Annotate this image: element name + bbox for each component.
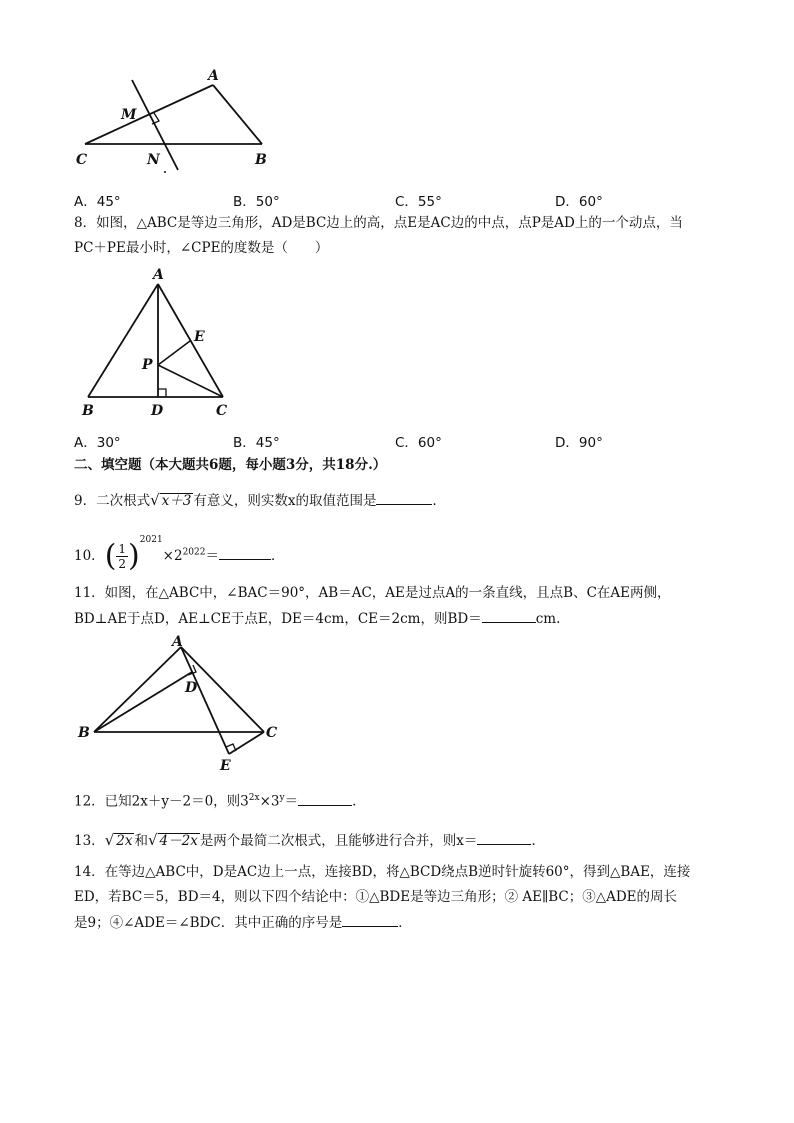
q10-end: ． <box>270 548 285 564</box>
q10-prefix: 10． <box>74 548 105 564</box>
section-heading: 二、填空题（本大题共6题，每小题3分，共18分.） <box>74 457 387 473</box>
q10-exponent-1: 2021 <box>139 535 163 545</box>
q8-option-b: B．45° <box>233 435 280 451</box>
q10-answer-blank[interactable] <box>219 545 271 560</box>
q11-label-d: D <box>185 680 198 696</box>
q8-label-c: C <box>216 403 228 419</box>
q12-answer-blank[interactable] <box>298 791 352 806</box>
q8-label-p: P <box>142 357 153 373</box>
q13-radicand-2: 4－2x <box>159 833 198 849</box>
q8-line-ac <box>158 284 223 397</box>
q8-label-b: B <box>82 403 94 419</box>
q9-suffix: 有意义，则实数x的取值范围是 <box>193 493 377 509</box>
q11-label-c: C <box>266 725 278 741</box>
q13-radicand-1: 2x <box>116 833 133 849</box>
q8-line-pe <box>158 341 190 365</box>
q8-line-ab <box>88 284 158 397</box>
q9-radical-sign: √ <box>150 491 160 509</box>
q12-exponent-2: y <box>279 793 285 803</box>
q8-label-a: A <box>153 267 164 283</box>
q11-line-ab <box>94 647 181 732</box>
q11-stem-line2: BD⊥AE于点D，AE⊥CE于点E，DE＝4cm，CE＝2cm，则BD＝ cm. <box>74 608 560 629</box>
q7-dot <box>164 171 166 173</box>
q8-stem-line2: PC＋PE最小时，∠CPE的度数是（ ） <box>74 240 329 256</box>
q7-label-n: N <box>147 152 160 168</box>
q11-line-bd <box>94 672 192 732</box>
q9 <box>74 490 446 511</box>
q9-radicand: x＋3 <box>161 493 192 509</box>
q10-exponent-2: 2022 <box>182 547 206 558</box>
q9-end: ． <box>432 493 446 509</box>
q11-label-e: E <box>220 758 231 774</box>
q14-stem-line1: 14．在等边△ABC中，D是AC边上一点，连接BD，将△BCD绕点B逆时针旋转60°，得到△BAE，连接 <box>74 864 691 880</box>
q7-option-b: B．50° <box>233 194 280 210</box>
q8-label-e: E <box>194 329 205 345</box>
q10-eq: ＝ <box>205 548 219 564</box>
q8-right-angle-mark <box>158 389 166 397</box>
q11-line-ae <box>181 647 229 754</box>
q8-figure <box>78 265 248 425</box>
q7-option-c: C．55° <box>395 194 442 210</box>
q7-label-a: A <box>208 68 219 84</box>
q10-fraction: $\frac{1}{2}$ <box>118 542 127 571</box>
q7-line-ab <box>213 85 262 144</box>
q14-answer-blank[interactable] <box>342 912 398 927</box>
q11-label-a: A <box>172 634 183 650</box>
q8-label-d: D <box>151 403 164 419</box>
q13-answer-blank[interactable] <box>477 830 531 845</box>
q7-label-c: C <box>76 152 88 168</box>
q13: 13．√ 2x 和√ 4－2x 是两个最简二次根式，且能够进行合并，则x＝ ． <box>74 831 545 849</box>
q8-stem-line1: 8．如图，△ABC是等边三角形，AD是BC边上的高，点E是AC边的中点，点P是AD上的一个动点，当 <box>74 215 683 231</box>
q9-answer-blank[interactable] <box>376 490 432 505</box>
q11-line-ce <box>229 732 264 754</box>
q8-option-c: C．60° <box>395 435 442 451</box>
q8-option-d: D．90° <box>555 435 603 451</box>
q12-exponent-1: 2x <box>248 793 260 803</box>
q7-figure <box>70 60 290 180</box>
q9-prefix: 9．二次根式 <box>74 493 151 509</box>
q7-option-a: A．45° <box>74 194 121 210</box>
q14-stem-line3: 是9；④∠ADE＝∠BDC．其中正确的序号是 ． <box>74 912 412 933</box>
q7-label-m: M <box>121 107 137 123</box>
q11-figure <box>74 632 294 777</box>
q12: 12．已知2x＋y－2＝0，则$3^{2x}\times 3^y=$ ． <box>74 788 366 812</box>
q11-label-b: B <box>78 725 90 741</box>
q11-stem-line1: 11．如图，在△ABC中，∠BAC＝90°，AB＝AC，AE是过点A的一条直线，且点B、C在AE两侧， <box>74 585 671 601</box>
q7-label-b: B <box>255 152 267 168</box>
q11-answer-blank[interactable] <box>482 608 536 623</box>
q10-times: ×2 <box>162 548 183 564</box>
q10: 10．( $\frac{1}{2}$ )$^{2021}\times 2^{2022}=$ ． <box>74 535 285 574</box>
q14-stem-line2: ED，若BC＝5，BD＝4，则以下四个结论中：①△BDE是等边三角形；② AE∥BC；③△ADE的周长 <box>74 889 678 905</box>
q7-option-d: D．60° <box>555 194 603 210</box>
q8-option-a: A．30° <box>74 435 121 451</box>
